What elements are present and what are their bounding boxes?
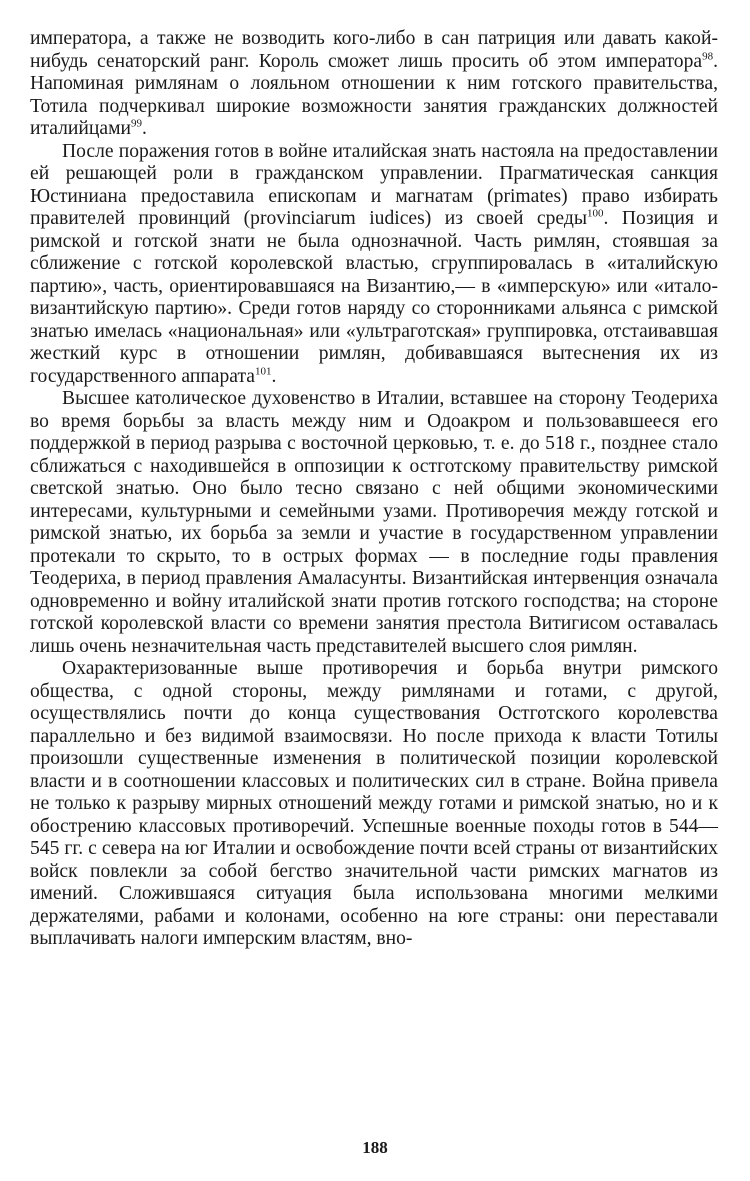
paragraph-text: . <box>141 118 147 139</box>
footnote-marker: 100 <box>587 207 604 220</box>
paragraph-text: Высшее католическое духовенство в Италии, вставшее на сторону Теодериха во время борьбы за власть между ним и Одоакром и пользовавшееся его поддержкой в период разрыва с восточной церковью, т. е. до 518 г., позднее стало сближаться с находившейся в оппозиции к остготскому правительству римской светской знатью. Оно было тесно связано с ней общими экономическими интересами, культурными и семейными узами. Противоречия между готской и римской знатью, их борьба за земли и участие в государственном управлении протекали то скрыто, то в острых формах — в последние годы правления Теодериха, в период правления Амаласунты. Византийская интервенция означала одновременно и войну италийской знати против готского господства; на стороне готской королевской власти со времени занятия престола Витигисом оставалась лишь очень незначительная часть представителей высшего слоя римлян. <box>30 388 718 657</box>
paragraph <box>30 388 718 658</box>
paragraph-text: . <box>271 365 277 387</box>
paragraph-text: . Позиция и римской и готской знати не была однозначной. Часть римлян, стоявшая за сближение с готской королевской властью, сгруппировалась в «италийскую партию», часть, ориентировавшаяся на Византию,— в «имперскую» или «итало-византийскую партию». Среди готов наряду со сторонниками альянса с римской знатью имелась «национальная» или «ультраготская» группировка, отстаивавшая жесткий курс в отношении римлян, добивавшаяся вытеснения их из государственного аппарата <box>30 208 718 387</box>
page-body <box>30 28 718 951</box>
paragraph <box>30 141 718 389</box>
footnote-marker: 98 <box>702 49 714 62</box>
page-number: 188 <box>362 1138 388 1157</box>
footnote-marker: 101 <box>255 364 272 377</box>
paragraph-text: . Напоминая римлянам о лояльном отношении к ним готского правительства, Тотила подчеркивал широкие возможности занятия гражданских должностей италийцами <box>30 50 718 139</box>
paragraph <box>30 658 718 951</box>
footnote-marker: 99 <box>130 117 142 130</box>
paragraph-text: императора, а также не возводить кого-либо в сан патриция или давать какой-нибудь сенаторский ранг. Король сможет лишь просить об этом императора <box>30 28 718 72</box>
paragraph-text: После поражения готов в войне италийская знать настояла на предоставлении ей решающей роли в гражданском управлении. Прагматическая санкция Юстиниана предоставила епископам и магнатам (primates) право избирать правителей провинций (provinciarum iudices) из своей среды <box>30 140 718 229</box>
paragraph <box>30 28 718 141</box>
paragraph-text: Охарактеризованные выше противоречия и борьба внутри римского общества, с одной стороны, между римлянами и готами, с другой, осуществлялись почти до конца существования Остготского королевства параллельно и без видимой взаимосвязи. Но после прихода к власти Тотилы произошли существенные изменения в политической позиции королевской власти и в соотношении классовых и политических сил в стране. Война привела не только к разрыву мирных отношений между готами и римской знатью, но и к обострению классовых противоречий. Успешные военные походы готов в 544—545 гг. с севера на юг Италии и освобождение почти всей страны от византийских войск повлекли за собой бегство значительной части римских магнатов из имений. Сложившаяся ситуация была использована многими мелкими держателями, рабами и колонами, особенно на юге страны: они переставали выплачивать налоги имперским властям, вно- <box>30 658 718 949</box>
